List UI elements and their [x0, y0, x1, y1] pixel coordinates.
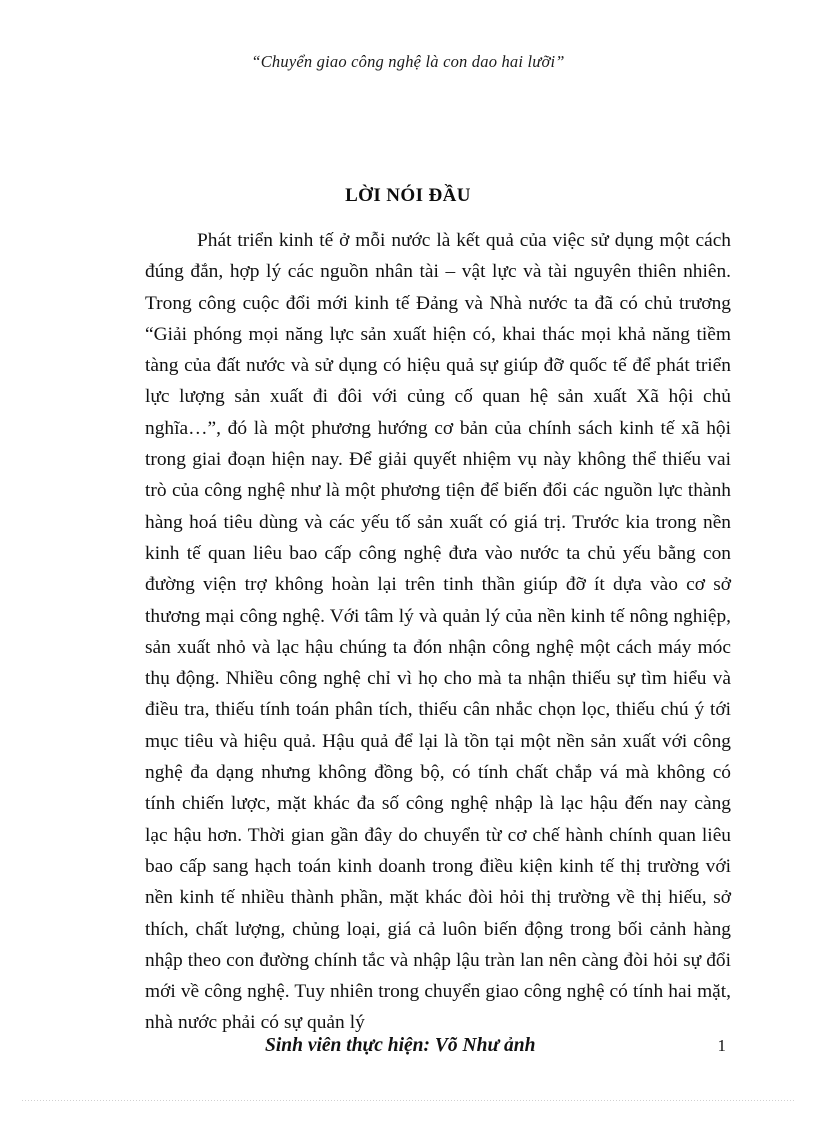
page-number: 1 [717, 1036, 726, 1055]
body-text-block [145, 225, 731, 1039]
page-footer [145, 1035, 731, 1057]
page-title: LỜI NÓI ĐẦU [345, 184, 471, 206]
footer-author: Sinh viên thực hiện: Võ Như ảnh [265, 1035, 536, 1056]
scan-edge-divider [22, 1100, 794, 1101]
running-header: “Chuyển giao công nghệ là con dao hai lưỡi” [251, 52, 565, 71]
body-paragraph: Phát triển kinh tế ở mỗi nước là kết quả của việc sử dụng một cách đúng đắn, hợp lý các nguồn nhân tài – vật lực và tài nguyên thiên nhiên. Trong công cuộc đổi mới kinh tế Đảng và Nhà nước ta đã có chủ trương “Giải phóng mọi năng lực sản xuất hiện có, khai thác mọi khả năng tiềm tàng của đất nước và sử dụng có hiệu quả sự giúp đỡ quốc tế để phát triển lực lượng sản xuất đi đôi với củng cố quan hệ sản xuất Xã hội chủ nghĩa…”, đó là một phương hướng cơ bản của chính sách kinh tế xã hội trong giai đoạn hiện nay. Để giải quyết nhiệm vụ này không thể thiếu vai trò của công nghệ như là một phương tiện để biến đổi các nguồn lực thành hàng hoá tiêu dùng và các yếu tố sản xuất có giá trị. Trước kia trong nền kinh tế quan liêu bao cấp công nghệ đưa vào nước ta chủ yếu bằng con đường viện trợ không hoàn lại trên tinh thần giúp đỡ ít dựa vào cơ sở thương mại công nghệ. Với tâm lý và quản lý của nền kinh tế nông nghiệp, sản xuất nhỏ và lạc hậu chúng ta đón nhận công nghệ một cách máy móc thụ động. Nhiều công nghệ chỉ vì họ cho mà ta nhận thiếu sự tìm hiểu và điều tra, thiếu tính toán phân tích, thiếu cân nhắc chọn lọc, thiếu chú ý tới mục tiêu và hiệu quả. Hậu quả để lại là tồn tại một nền sản xuất với công nghệ đa dạng nhưng không đồng bộ, có tính chất chắp vá mà không có tính chiến lược, mặt khác đa số công nghệ nhập là lạc hậu đến nay càng lạc hậu hơn. Thời gian gần đây do chuyển từ cơ chế hành chính quan liêu bao cấp sang hạch toán kinh doanh trong điều kiện kinh tế thị trường với nền kinh tế nhiều thành phần, mặt khác đòi hỏi thị trường về thị hiếu, sở thích, chất lượng, chủng loại, giá cả luôn biến động trong bối cảnh hàng nhập theo con đường chính tắc và nhập lậu tràn lan nên càng đòi hỏi sự đổi mới về công nghệ. Tuy nhiên trong chuyển giao công nghệ có tính hai mặt, nhà nước phải có sự quản lý [145, 230, 731, 1034]
